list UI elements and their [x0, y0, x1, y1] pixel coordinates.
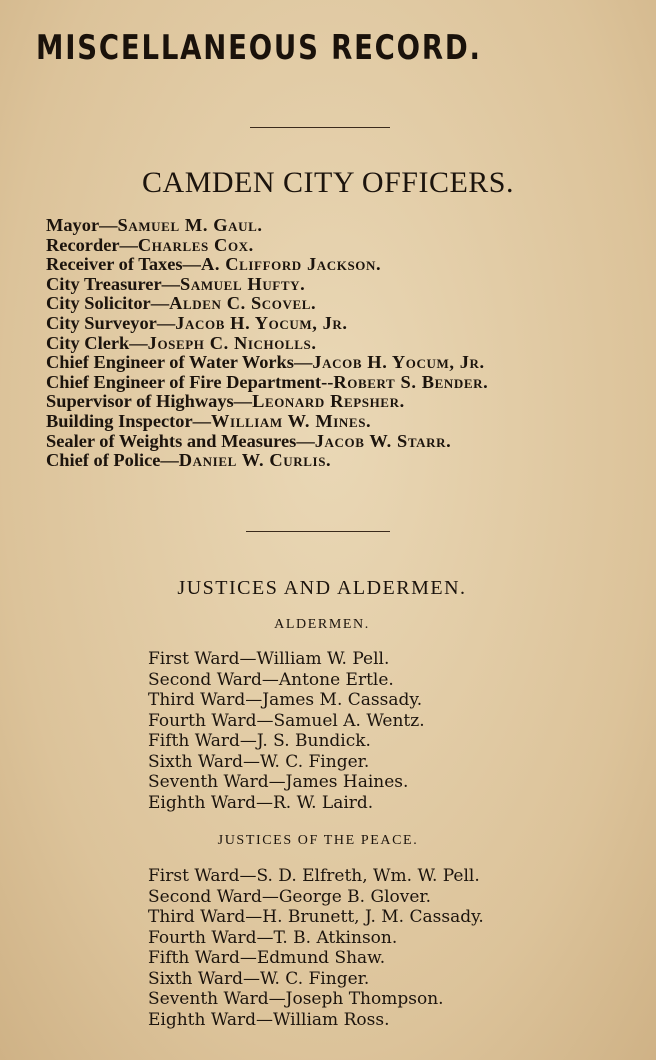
- list-item: First Ward—S. D. Elfreth, Wm. W. Pell.: [148, 866, 480, 886]
- officers-heading: CAMDEN CITY OFFICERS.: [142, 166, 514, 199]
- office-label: Receiver of Taxes—: [46, 254, 201, 275]
- page-title: MISCELLANEOUS RECORD.: [36, 28, 482, 68]
- officer-name: Joseph C. Nicholls.: [147, 332, 317, 353]
- officer-entry: [46, 334, 488, 354]
- office-label: Chief Engineer of Fire Department--: [46, 371, 334, 392]
- officer-name: Robert S. Bender.: [333, 371, 489, 392]
- officer-entry: [46, 255, 488, 275]
- officer-name: Leonard Repsher.: [252, 391, 405, 412]
- office-label: City Surveyor—: [46, 312, 176, 333]
- list-item: Fifth Ward—Edmund Shaw.: [148, 948, 386, 968]
- officer-entry: [46, 275, 488, 295]
- office-label: Building Inspector—: [46, 410, 212, 431]
- officer-name: Daniel W. Curlis.: [178, 450, 332, 471]
- divider: [250, 127, 390, 128]
- justices-of-peace-heading: JUSTICES OF THE PEACE.: [217, 833, 419, 848]
- officer-entry: [46, 412, 488, 432]
- justices-of-peace-list: [148, 866, 484, 1030]
- officer-entry: [46, 314, 488, 334]
- list-item: Sixth Ward—W. C. Finger.: [148, 751, 370, 772]
- list-item: Second Ward—George B. Glover.: [148, 886, 432, 907]
- list-item: Fourth Ward—T. B. Atkinson.: [148, 927, 398, 948]
- office-label: Chief Engineer of Water Works—: [46, 352, 313, 373]
- office-label: Chief of Police—: [46, 450, 179, 471]
- list-item: Seventh Ward—James Haines.: [148, 772, 409, 792]
- list-item: Sixth Ward—W. C. Finger.: [148, 968, 370, 989]
- list-item: Fourth Ward—Samuel A. Wentz.: [148, 710, 425, 731]
- officer-name: Samuel Hufty.: [180, 273, 306, 294]
- officer-name: Charles Cox.: [137, 234, 254, 255]
- office-label: City Clerk—: [46, 332, 148, 353]
- aldermen-list: [148, 649, 425, 813]
- officer-name: Samuel M. Gaul.: [117, 215, 263, 235]
- list-item: First Ward—William W. Pell.: [148, 649, 390, 669]
- officer-name: Jacob W. Starr.: [314, 430, 452, 451]
- justices-heading: JUSTICES AND ALDERMEN.: [177, 577, 467, 599]
- list-item: Third Ward—James M. Cassady.: [148, 690, 423, 710]
- officer-name: Jacob H. Yocum, Jr.: [175, 312, 348, 333]
- officer-name: Alden C. Scovel.: [169, 293, 317, 314]
- officer-entry: [46, 392, 488, 412]
- officer-entry: [46, 236, 488, 256]
- list-item: Third Ward—H. Brunett, J. M. Cassady.: [148, 907, 484, 927]
- list-item: Fifth Ward—J. S. Bundick.: [148, 731, 371, 751]
- officer-entry: [46, 294, 488, 314]
- office-label: City Treasurer—: [46, 273, 180, 294]
- officer-entry: [46, 373, 488, 393]
- officer-name: A. Clifford Jackson.: [200, 254, 382, 275]
- office-label: Mayor—: [46, 215, 118, 235]
- officer-entry: [46, 353, 488, 373]
- officers-list: [46, 216, 488, 471]
- officer-entry: [46, 432, 488, 452]
- list-item: Eighth Ward—William Ross.: [148, 1009, 390, 1030]
- list-item: Second Ward—Antone Ertle.: [148, 669, 394, 690]
- divider: [246, 531, 390, 532]
- officer-entry: [46, 451, 488, 471]
- aldermen-heading: ALDERMEN.: [274, 617, 370, 632]
- office-label: Recorder—: [46, 234, 138, 255]
- officer-name: William W. Mines.: [211, 410, 372, 431]
- office-label: City Solicitor—: [46, 293, 170, 314]
- office-label: Sealer of Weights and Measures—: [46, 430, 315, 451]
- officer-name: Jacob H. Yocum, Jr.: [312, 352, 485, 373]
- list-item: Seventh Ward—Joseph Thompson.: [148, 989, 444, 1009]
- officer-entry: [46, 216, 488, 236]
- list-item: Eighth Ward—R. W. Laird.: [148, 792, 374, 813]
- office-label: Supervisor of Highways—: [46, 391, 253, 412]
